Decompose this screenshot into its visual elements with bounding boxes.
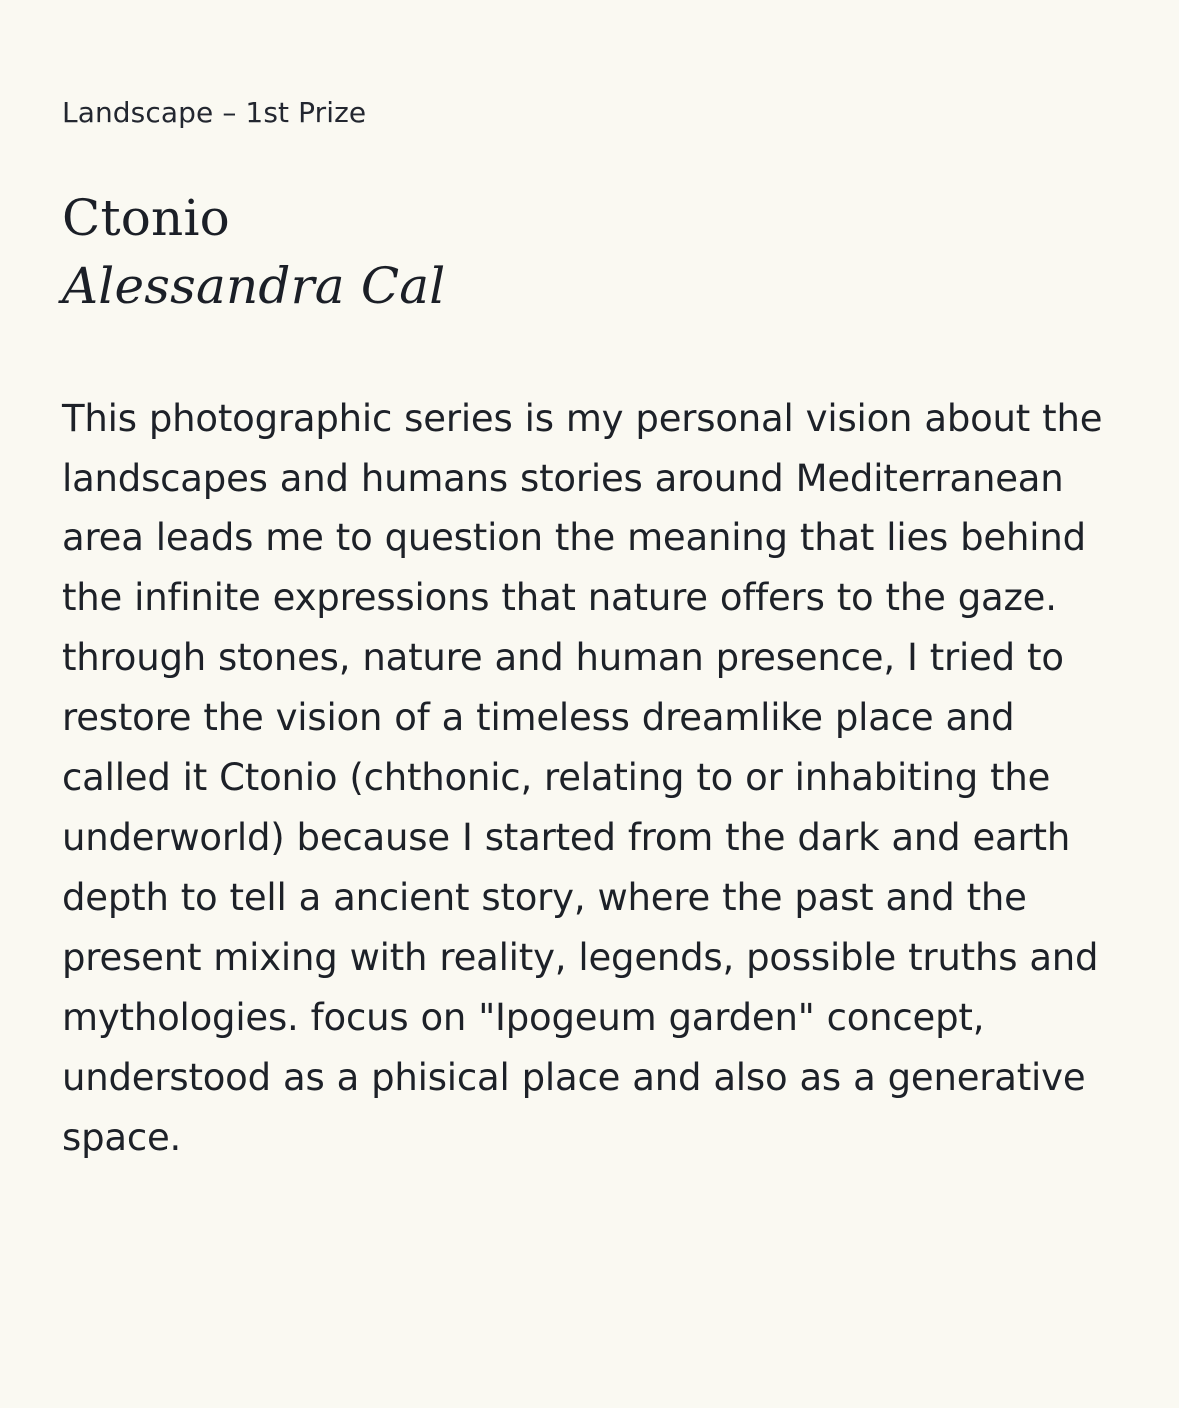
author-name: Alessandra Cal (62, 257, 446, 316)
page-title: Ctonio (62, 188, 230, 247)
project-description: This photographic series is my personal vision about the landscapes and humans stories around Mediterranean area leads me to question the meaning that lies behind the infinite expressions that nature offers to the gaze. through stones, nature and human presence, I tried to restore the vision of a timeless dreamlike place and called it Ctonio (chthonic, relating to or inhabiting the underworld) because I started from the dark and earth depth to tell a ancient story, where the past and the present mixing with reality, legends, possible truths and mythologies. focus on "Ipogeum garden" concept, understood as a phisical place and also as a generative space. (62, 396, 1103, 1159)
award-category-label: Landscape – 1st Prize (62, 96, 367, 129)
